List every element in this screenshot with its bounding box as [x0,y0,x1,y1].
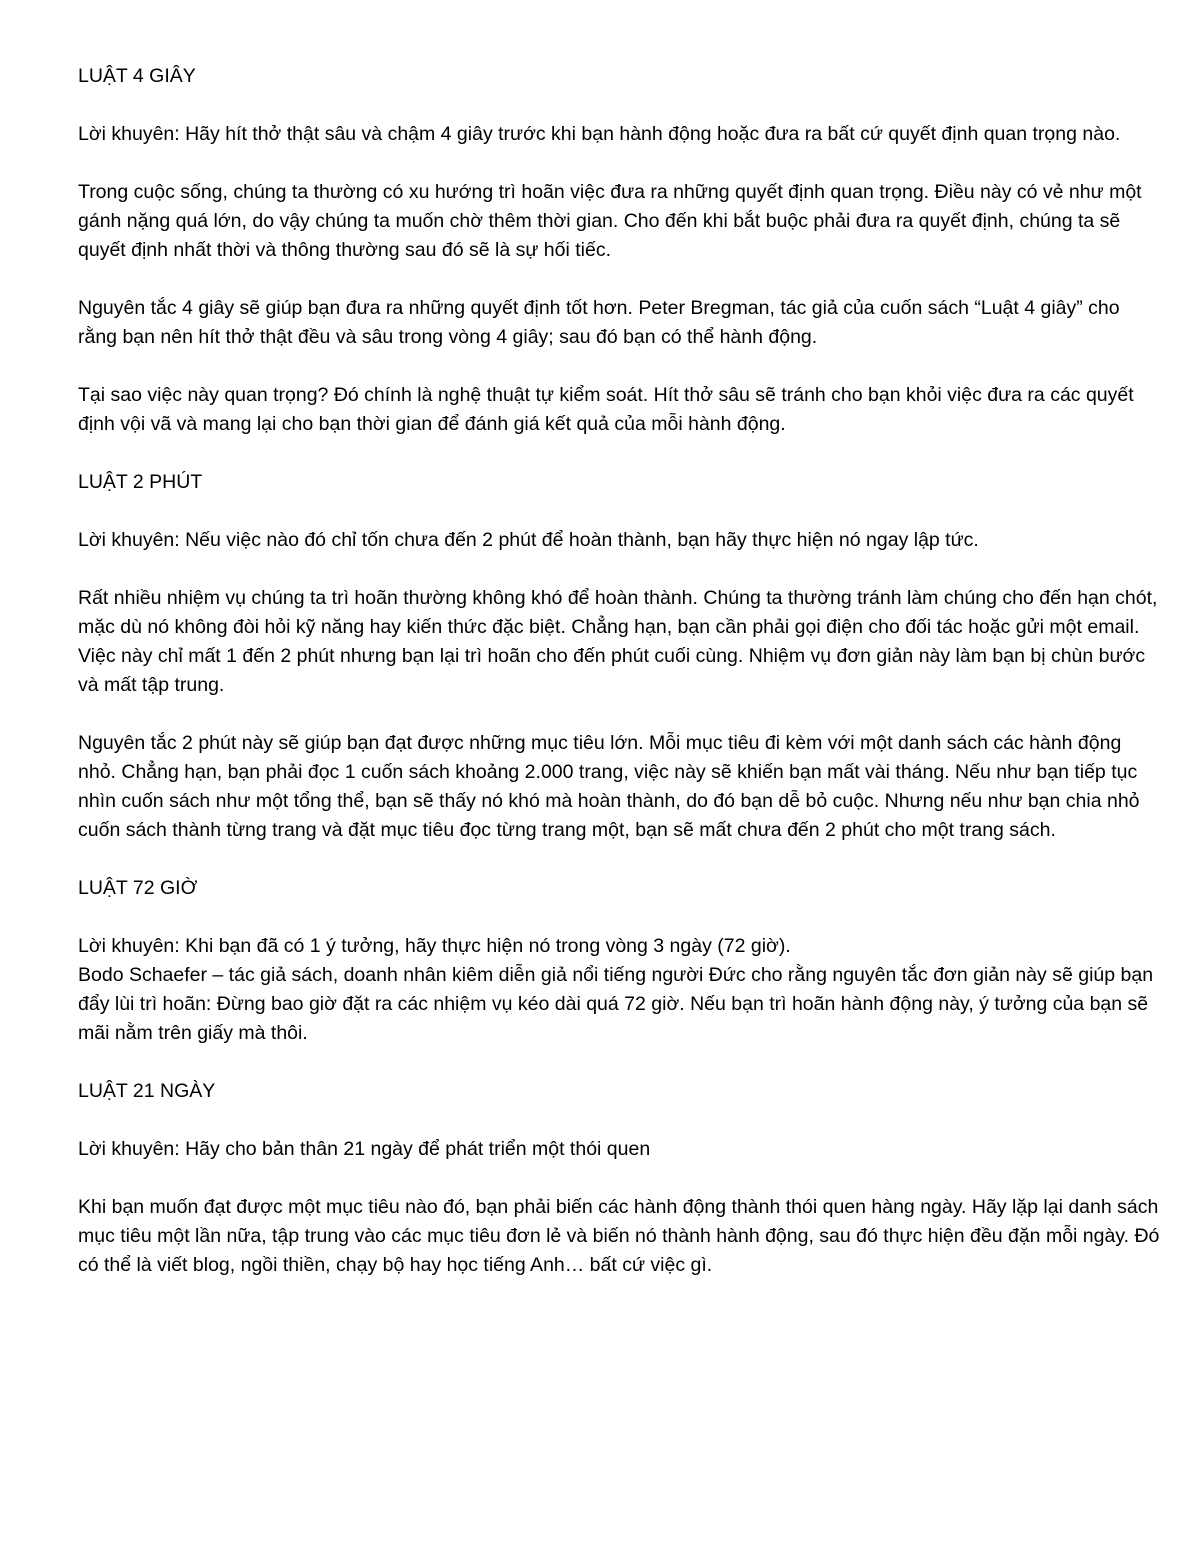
section-72-hour-rule [78,874,1160,1048]
body-paragraph: Khi bạn muốn đạt được một mục tiêu nào đó, bạn phải biến các hành động thành thói quen hàng ngày. Hãy lặp lại danh sách mục tiêu một lần nữa, tập trung vào các mục tiêu đơn lẻ và biến nó thành hành động, sau đó thực hiện đều đặn mỗi ngày. Đó có thể là viết blog, ngồi thiền, chạy bộ hay học tiếng Anh… bất cứ việc gì. [78,1196,1160,1276]
advice-paragraph: Lời khuyên: Nếu việc nào đó chỉ tốn chưa đến 2 phút để hoàn thành, bạn hãy thực hiện nó ngay lập tức. [78,529,979,551]
body-paragraph: Nguyên tắc 2 phút này sẽ giúp bạn đạt được những mục tiêu lớn. Mỗi mục tiêu đi kèm với một danh sách các hành động nhỏ. Chẳng hạn, bạn phải đọc 1 cuốn sách khoảng 2.000 trang, việc này sẽ khiến bạn mất vài tháng. Nếu như bạn tiếp tục nhìn cuốn sách như một tổng thể, bạn sẽ thấy nó khó mà hoàn thành, do đó bạn dễ bỏ cuộc. Nhưng nếu như bạn chia nhỏ cuốn sách thành từng trang và đặt mục tiêu đọc từng trang một, bạn sẽ mất chưa đến 2 phút cho một trang sách. [78,732,1140,841]
section-heading: LUẬT 72 GIỜ [78,877,198,899]
document-page [78,62,1160,1309]
body-paragraph: Nguyên tắc 4 giây sẽ giúp bạn đưa ra những quyết định tốt hơn. Peter Bregman, tác giả của cuốn sách “Luật 4 giây” cho rằng bạn nên hít thở thật đều và sâu trong vòng 4 giây; sau đó bạn có thể hành động. [78,297,1120,348]
advice-paragraph: Lời khuyên: Khi bạn đã có 1 ý tưởng, hãy thực hiện nó trong vòng 3 ngày (72 giờ). [78,935,791,957]
advice-paragraph: Lời khuyên: Hãy cho bản thân 21 ngày để phát triển một thói quen [78,1138,651,1160]
section-4-second-rule [78,62,1160,439]
section-2-minute-rule [78,468,1160,845]
body-paragraph: Trong cuộc sống, chúng ta thường có xu hướng trì hoãn việc đưa ra những quyết định quan trọng. Điều này có vẻ như một gánh nặng quá lớn, do vậy chúng ta muốn chờ thêm thời gian. Cho đến khi bắt buộc phải đưa ra quyết định, chúng ta sẽ quyết định nhất thời và thông thường sau đó sẽ là sự hối tiếc. [78,181,1142,261]
section-heading: LUẬT 21 NGÀY [78,1080,216,1102]
body-paragraph: Tại sao việc này quan trọng? Đó chính là nghệ thuật tự kiểm soát. Hít thở sâu sẽ tránh cho bạn khỏi việc đưa ra các quyết định vội vã và mang lại cho bạn thời gian để đánh giá kết quả của mỗi hành động. [78,384,1134,435]
section-heading: LUẬT 4 GIÂY [78,65,196,87]
body-paragraph: Bodo Schaefer – tác giả sách, doanh nhân kiêm diễn giả nổi tiếng người Đức cho rằng nguyên tắc đơn giản này sẽ giúp bạn đẩy lùi trì hoãn: Đừng bao giờ đặt ra các nhiệm vụ kéo dài quá 72 giờ. Nếu bạn trì hoãn hành động này, ý tưởng của bạn sẽ mãi nằm trên giấy mà thôi. [78,964,1154,1044]
section-heading: LUẬT 2 PHÚT [78,471,203,493]
body-paragraph: Rất nhiều nhiệm vụ chúng ta trì hoãn thường không khó để hoàn thành. Chúng ta thường tránh làm chúng cho đến hạn chót, mặc dù nó không đòi hỏi kỹ năng hay kiến thức đặc biệt. Chẳng hạn, bạn cần phải gọi điện cho đối tác hoặc gửi một email. Việc này chỉ mất 1 đến 2 phút nhưng bạn lại trì hoãn cho đến phút cuối cùng. Nhiệm vụ đơn giản này làm bạn bị chùn bước và mất tập trung. [78,587,1158,696]
section-21-day-rule [78,1077,1160,1280]
advice-paragraph: Lời khuyên: Hãy hít thở thật sâu và chậm 4 giây trước khi bạn hành động hoặc đưa ra bất cứ quyết định quan trọng nào. [78,123,1121,145]
